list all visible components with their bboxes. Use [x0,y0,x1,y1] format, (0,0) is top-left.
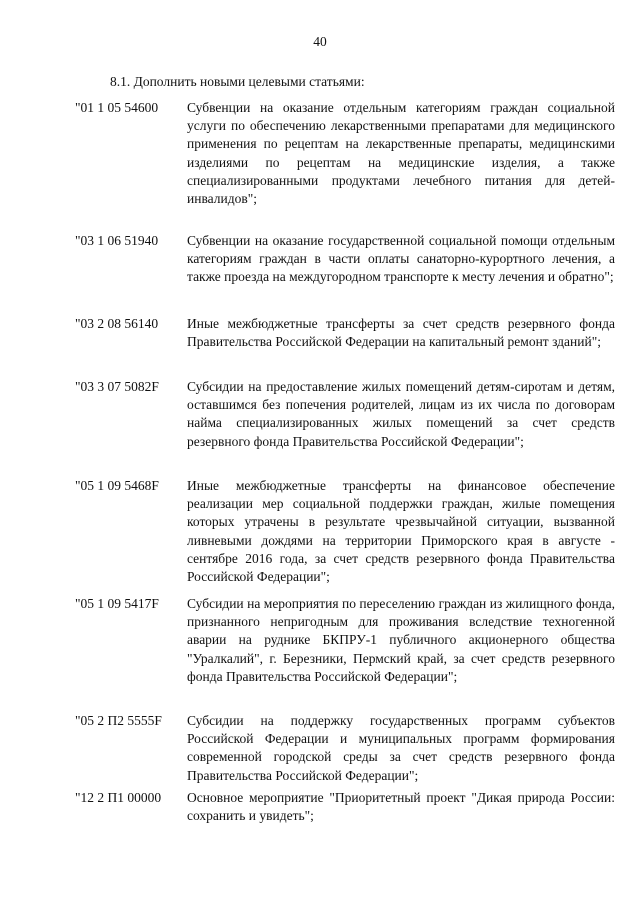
entry-description: Основное мероприятие "Приоритетный проект "Дикая природа России: сохранить и увидеть"; [187,790,615,824]
entry-code: "03 1 06 51940 [75,233,159,248]
entry-code: "05 1 09 5468F [75,478,159,493]
entry-03-2-08-56140 [75,315,615,351]
entry-05-2-p2-5555f [75,712,615,785]
entry-05-1-09-5468f [75,477,615,586]
entry-description: Субсидии на мероприятия по переселению граждан из жилищного фонда, признанного непригодным для проживания вследствие техногенной аварии на руднике БКПРУ-1 публичного акционерного общества "Уралкалий", г. Березники, Пермский край, за счет средств резервного фонда Правительства Российской Федерации"; [187,596,615,684]
entry-description: Субсидии на поддержку государственных программ субъектов Российской Федерации и муниципальных программ формирования современной городской среды за счет средств резервного фонда Правительства Российской Федерации"; [187,713,615,783]
entry-03-3-07-5082f [75,378,615,451]
entry-description: Иные межбюджетные трансферты за счет средств резервного фонда Правительства Российской Федерации на капитальный ремонт зданий"; [187,316,615,350]
entry-code: "03 3 07 5082F [75,379,159,394]
entry-description: Субсидии на предоставление жилых помещений детям-сиротам и детям, оставшимся без попечения родителей, лицам из их числа по договорам найма специализированных жилых помещений за счет средств резервного фонда Правительства Российской Федерации"; [187,379,615,449]
entry-code: "03 2 08 56140 [75,316,159,331]
entry-code: "12 2 П1 00000 [75,790,162,805]
entry-01-1-05-54600 [75,99,615,208]
entry-12-2-p1-00000 [75,789,615,825]
entry-description: Иные межбюджетные трансферты на финансовое обеспечение реализации мер социальной поддержки граждан, жилые помещения которых утрачены в результате чрезвычайной ситуации, вызванной ливневыми дождями на территории Приморского края в августе - сентябре 2016 года, за счет средств резервного фонда Правительства Российской Федерации"; [187,478,615,585]
section-intro: 8.1. Дополнить новыми целевыми статьями: [110,74,365,89]
entry-code: "05 1 09 5417F [75,596,159,611]
entry-description: Субвенции на оказание государственной социальной помощи отдельным категориям граждан в части оплаты санаторно-курортного лечения, а также проезда на междугородном транспорте к месту лечения и обратно"; [187,233,615,285]
entry-05-1-09-5417f [75,595,615,686]
entry-description: Субвенции на оказание отдельным категориям граждан социальной услуги по обеспечению лекарственными препаратами для медицинского применения по рецептам на лекарственные препараты, медицинскими изделиями по рецептам на медицинские изделия, а также специализированными продуктами лечебного питания для детей-инвалидов"; [187,100,615,207]
entry-03-1-06-51940 [75,232,615,287]
page-number: 40 [313,34,327,49]
entry-code: "05 2 П2 5555F [75,713,162,728]
entry-code: "01 1 05 54600 [75,100,159,115]
